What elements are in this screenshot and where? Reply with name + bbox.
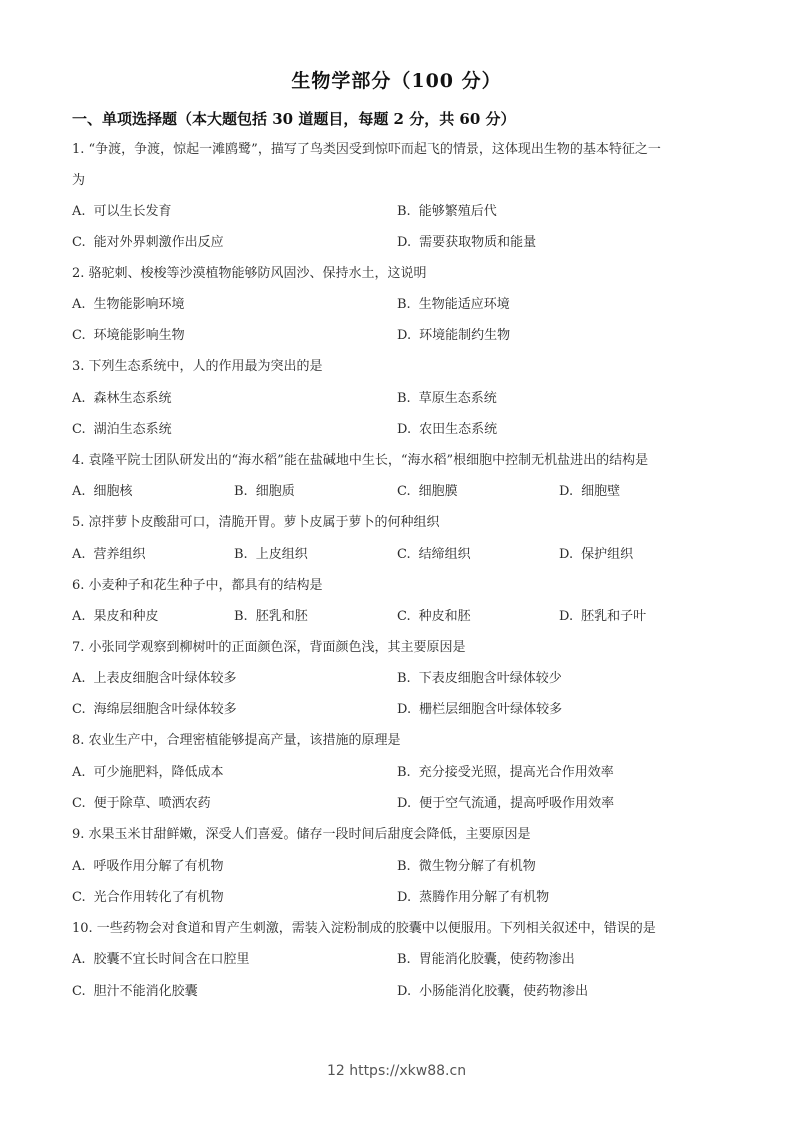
- question-3-option-d[interactable]: [397, 420, 497, 440]
- option-text: 种皮和胚: [418, 609, 471, 624]
- question-3-option-b[interactable]: [397, 389, 497, 409]
- option-letter: B.: [234, 547, 248, 562]
- option-letter: A.: [72, 859, 86, 874]
- option-letter: C.: [72, 235, 86, 250]
- option-text: 湖泊生态系统: [93, 422, 172, 437]
- option-text: 胆汁不能消化胶囊: [93, 984, 198, 999]
- option-text: 细胞质: [255, 484, 295, 499]
- option-text: 环境能影响生物: [93, 328, 185, 343]
- option-text: 农田生态系统: [419, 422, 498, 437]
- option-letter: B.: [397, 204, 411, 219]
- question-5-option-a[interactable]: [72, 545, 146, 565]
- question-5-option-c[interactable]: [397, 545, 471, 565]
- question-7-option-c[interactable]: [72, 700, 237, 720]
- option-letter: D.: [397, 796, 412, 811]
- option-text: 草原生态系统: [418, 391, 497, 406]
- question-6-option-d[interactable]: [559, 607, 646, 627]
- option-text: 光合作用转化了有机物: [93, 890, 224, 905]
- question-8-option-d[interactable]: [397, 794, 614, 814]
- question-9-option-a[interactable]: [72, 857, 224, 877]
- option-letter: D.: [559, 484, 574, 499]
- question-3-option-a[interactable]: [72, 389, 172, 409]
- option-text: 结缔组织: [418, 547, 471, 562]
- option-text: 果皮和种皮: [93, 609, 159, 624]
- question-6-option-c[interactable]: [397, 607, 471, 627]
- question-1-option-a[interactable]: [72, 202, 172, 222]
- question-6-option-b[interactable]: [234, 607, 308, 627]
- option-letter: A.: [72, 765, 86, 780]
- option-letter: D.: [397, 984, 412, 999]
- option-letter: C.: [72, 890, 86, 905]
- question-9-option-c[interactable]: [72, 888, 224, 908]
- question-2-option-b[interactable]: [397, 295, 510, 315]
- option-letter: A.: [72, 952, 86, 967]
- option-letter: A.: [72, 671, 86, 686]
- question-10-option-d[interactable]: [397, 982, 588, 1002]
- question-8-stem: 8. 农业生产中，合理密植能够提高产量，该措施的原理是: [72, 733, 401, 748]
- option-text: 可以生长发育: [93, 204, 172, 219]
- option-text: 细胞膜: [418, 484, 458, 499]
- question-8-option-b[interactable]: [397, 763, 614, 783]
- option-text: 能对外界刺激作出反应: [93, 235, 224, 250]
- question-7-option-b[interactable]: [397, 669, 562, 689]
- question-10-option-a[interactable]: [72, 950, 250, 970]
- option-text: 细胞壁: [581, 484, 621, 499]
- question-10-option-c[interactable]: [72, 982, 198, 1002]
- section-heading: 一、单项选择题（本大题包括 30 道题目，每题 2 分，共 60 分）: [72, 110, 516, 128]
- option-letter: A.: [72, 204, 86, 219]
- option-letter: D.: [397, 422, 412, 437]
- option-letter: D.: [397, 328, 412, 343]
- option-letter: C.: [72, 702, 86, 717]
- option-text: 细胞核: [93, 484, 133, 499]
- question-8-option-a[interactable]: [72, 763, 224, 783]
- question-4-option-a[interactable]: [72, 482, 133, 502]
- option-letter: D.: [397, 235, 412, 250]
- option-text: 上皮组织: [255, 547, 308, 562]
- question-6-stem: 6. 小麦种子和花生种子中，都具有的结构是: [72, 578, 323, 593]
- question-6-option-a[interactable]: [72, 607, 159, 627]
- option-letter: B.: [397, 297, 411, 312]
- option-text: 胚乳和子叶: [581, 609, 647, 624]
- option-letter: B.: [234, 609, 248, 624]
- option-letter: A.: [72, 547, 86, 562]
- option-letter: B.: [234, 484, 248, 499]
- question-2-option-d[interactable]: [397, 326, 510, 346]
- question-3-option-c[interactable]: [72, 420, 172, 440]
- question-5-option-d[interactable]: [559, 545, 633, 565]
- page-title: 生物学部分（100 分）: [291, 70, 502, 92]
- question-1-stem-cont: 为: [72, 173, 86, 188]
- option-letter: A.: [72, 484, 86, 499]
- option-letter: A.: [72, 297, 86, 312]
- question-10-option-b[interactable]: [397, 950, 575, 970]
- option-text: 下表皮细胞含叶绿体较少: [418, 671, 562, 686]
- option-text: 能够繁殖后代: [418, 204, 497, 219]
- option-text: 森林生态系统: [93, 391, 172, 406]
- question-1-stem: 1. “争渡，争渡，惊起一滩鸥鹭”，描写了鸟类因受到惊吓而起飞的情景，这体现出生物的基本特征之一: [72, 142, 661, 157]
- option-text: 微生物分解了有机物: [418, 859, 536, 874]
- option-letter: C.: [397, 547, 411, 562]
- option-text: 保护组织: [581, 547, 634, 562]
- question-1-option-b[interactable]: [397, 202, 497, 222]
- option-letter: B.: [397, 952, 411, 967]
- option-letter: B.: [397, 391, 411, 406]
- option-letter: C.: [397, 484, 411, 499]
- option-text: 营养组织: [93, 547, 146, 562]
- option-letter: A.: [72, 609, 86, 624]
- question-4-option-b[interactable]: [234, 482, 295, 502]
- option-letter: C.: [72, 984, 86, 999]
- option-letter: C.: [72, 328, 86, 343]
- option-text: 海绵层细胞含叶绿体较多: [93, 702, 237, 717]
- option-letter: C.: [72, 422, 86, 437]
- option-text: 便于空气流通，提高呼吸作用效率: [419, 796, 615, 811]
- option-text: 胶囊不宜长时间含在口腔里: [93, 952, 250, 967]
- option-text: 生物能适应环境: [418, 297, 510, 312]
- option-text: 上表皮细胞含叶绿体较多: [93, 671, 237, 686]
- option-letter: D.: [559, 547, 574, 562]
- option-letter: D.: [397, 702, 412, 717]
- question-2-option-c[interactable]: [72, 326, 185, 346]
- question-2-stem: 2. 骆驼刺、梭梭等沙漠植物能够防风固沙、保持水土，这说明: [72, 266, 427, 281]
- option-text: 可少施肥料，降低成本: [93, 765, 224, 780]
- option-text: 生物能影响环境: [93, 297, 185, 312]
- question-4-stem: 4. 袁隆平院士团队研发出的“海水稻”能在盐碱地中生长，“海水稻”根细胞中控制无机盐进出的结构是: [72, 453, 649, 468]
- option-text: 蒸腾作用分解了有机物: [419, 890, 550, 905]
- question-2-option-a[interactable]: [72, 295, 185, 315]
- option-letter: B.: [397, 671, 411, 686]
- question-9-option-b[interactable]: [397, 857, 536, 877]
- option-text: 呼吸作用分解了有机物: [93, 859, 224, 874]
- option-text: 胚乳和胚: [255, 609, 308, 624]
- question-5-option-b[interactable]: [234, 545, 308, 565]
- question-4-option-d[interactable]: [559, 482, 620, 502]
- question-7-stem: 7. 小张同学观察到柳树叶的正面颜色深，背面颜色浅，其主要原因是: [72, 640, 466, 655]
- question-7-option-a[interactable]: [72, 669, 237, 689]
- option-letter: D.: [559, 609, 574, 624]
- option-letter: B.: [397, 859, 411, 874]
- option-text: 栅栏层细胞含叶绿体较多: [419, 702, 563, 717]
- option-letter: C.: [397, 609, 411, 624]
- option-text: 便于除草、喷洒农药: [93, 796, 211, 811]
- question-9-stem: 9. 水果玉米甘甜鲜嫩，深受人们喜爱。储存一段时间后甜度会降低，主要原因是: [72, 827, 531, 842]
- question-4-option-c[interactable]: [397, 482, 458, 502]
- question-5-stem: 5. 凉拌萝卜皮酸甜可口，清脆开胃。萝卜皮属于萝卜的何种组织: [72, 515, 440, 530]
- question-10-stem: 10. 一些药物会对食道和胃产生刺激，需装入淀粉制成的胶囊中以便服用。下列相关叙述中，错误的是: [72, 921, 656, 936]
- question-3-stem: 3. 下列生态系统中，人的作用最为突出的是: [72, 359, 323, 374]
- option-text: 充分接受光照，提高光合作用效率: [418, 765, 614, 780]
- option-letter: C.: [72, 796, 86, 811]
- page-footer: 12 https://xkw88.cn: [326, 1063, 467, 1079]
- option-letter: A.: [72, 391, 86, 406]
- question-1-option-d[interactable]: [397, 233, 536, 253]
- option-text: 小肠能消化胶囊，使药物渗出: [419, 984, 589, 999]
- option-letter: B.: [397, 765, 411, 780]
- option-text: 环境能制约生物: [419, 328, 511, 343]
- question-7-option-d[interactable]: [397, 700, 562, 720]
- question-8-option-c[interactable]: [72, 794, 211, 814]
- option-text: 需要获取物质和能量: [419, 235, 537, 250]
- option-letter: D.: [397, 890, 412, 905]
- question-9-option-d[interactable]: [397, 888, 549, 908]
- question-1-option-c[interactable]: [72, 233, 224, 253]
- option-text: 胃能消化胶囊，使药物渗出: [418, 952, 575, 967]
